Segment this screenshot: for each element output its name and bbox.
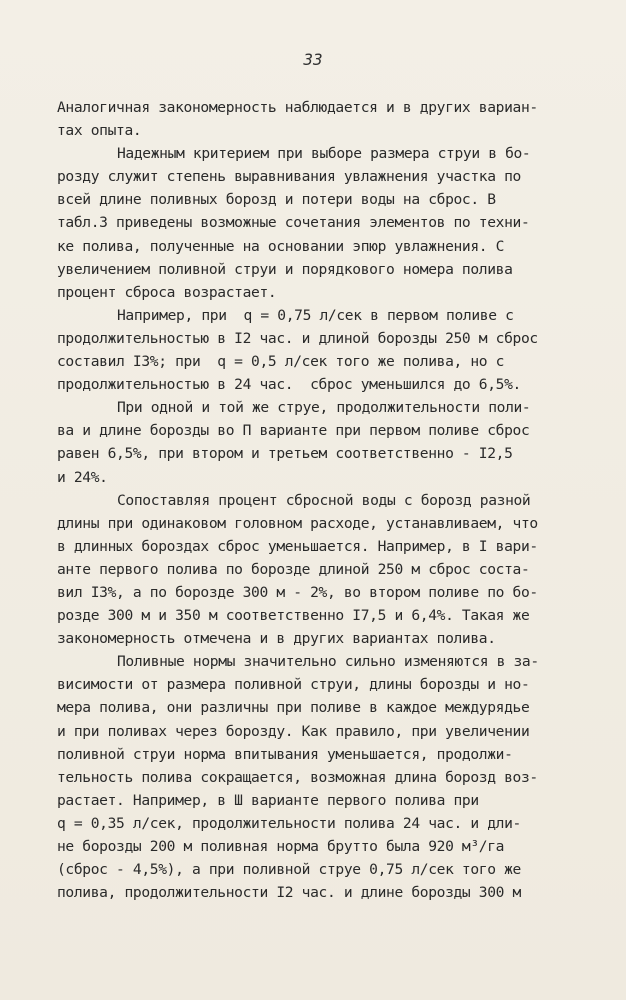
text-line: поливной струи норма впитывания уменьшается, продолжи- [57, 745, 513, 763]
text-line: всей длине поливных борозд и потери воды на сброс. В [57, 191, 496, 209]
text-line: составил I3%; при q = 0,5 л/сек того же полива, но с [57, 353, 505, 371]
text-line: мера полива, они различны при поливе в каждое междурядье [57, 699, 530, 717]
text-line: ва и длине борозды во П варианте при первом поливе сброс [57, 422, 530, 440]
text-line: табл.3 приведены возможные сочетания элементов по техни- [57, 214, 530, 232]
text-line: процент сброса возрастает. [57, 283, 277, 301]
text-line: розде 300 м и 350 м соответственно I7,5 и 6,4%. Такая же [57, 607, 530, 625]
page-number: 33 [303, 50, 323, 69]
text-line: в длинных бороздах сброс уменьшается. Например, в I вари- [57, 537, 538, 555]
text-line: висимости от размера поливной струи, длины борозды и но- [57, 676, 530, 694]
text-line: Надежным критерием при выборе размера струи в бо- [117, 145, 531, 163]
text-line: Поливные нормы значительно сильно изменяются в за- [117, 653, 539, 671]
text-line: Сопоставляя процент сбросной воды с борозд разной [117, 491, 531, 509]
text-line: длины при одинаковом головном расходе, устанавливаем, что [57, 514, 538, 532]
text-line: Например, при q = 0,75 л/сек в первом поливе с [117, 306, 514, 324]
text-line: закономерность отмечена и в других вариантах полива. [57, 630, 496, 648]
text-line: розду служит степень выравнивания увлажнения участка по [57, 168, 521, 186]
text-line: вил I3%, а по борозде 300 м - 2%, во втором поливе по бо- [57, 583, 538, 601]
text-line: увеличением поливной струи и порядкового номера полива [57, 260, 513, 278]
text-line: (сброс - 4,5%), а при поливной струе 0,75 л/сек того же [57, 861, 521, 879]
text-line: При одной и той же струе, продолжительности поли- [117, 399, 531, 417]
text-line: растает. Например, в Ш варианте первого полива при [57, 791, 479, 809]
text-line: тельность полива сокращается, возможная длина борозд воз- [57, 768, 538, 786]
text-line: q = 0,35 л/сек, продолжительности полива 24 час. и дли- [57, 814, 521, 832]
text-line: и при поливах через борозду. Как правило, при увеличении [57, 722, 530, 740]
text-line: ке полива, полученные на основании эпюр увлажнения. С [57, 237, 505, 255]
text-line: анте первого полива по борозде длиной 250 м сброс соста- [57, 560, 530, 578]
text-line: тах опыта. [57, 122, 142, 140]
body-text [57, 96, 557, 904]
text-line: Аналогичная закономерность наблюдается и в других вариан- [57, 99, 538, 116]
text-line: полива, продолжительности I2 час. и длине борозды 300 м [57, 884, 521, 902]
text-line: не борозды 200 м поливная норма брутто была 920 м³/га [57, 838, 505, 855]
text-line: и 24%. [57, 468, 108, 486]
text-line: равен 6,5%, при втором и третьем соответственно - I2,5 [57, 445, 513, 463]
text-line: продолжительностью в I2 час. и длиной борозды 250 м сброс [57, 329, 538, 347]
text-line: продолжительностью в 24 час. сброс уменьшился до 6,5%. [57, 376, 521, 394]
